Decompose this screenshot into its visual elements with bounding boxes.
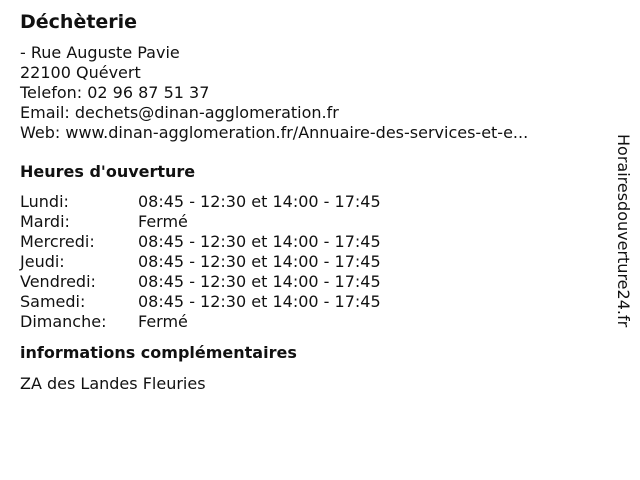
day-label: Jeudi:: [20, 252, 65, 271]
day-label: Mardi:: [20, 212, 70, 231]
hours-value: Fermé: [138, 212, 188, 231]
web-line: Web: www.dinan-agglomeration.fr/Annuaire-des-services-et-e...: [20, 123, 529, 142]
hours-heading: Heures d'ouverture: [20, 162, 196, 181]
hours-value: Fermé: [138, 312, 188, 331]
day-label: Vendredi:: [20, 272, 96, 291]
day-label: Dimanche:: [20, 312, 107, 331]
hours-value: 08:45 - 12:30 et 14:00 - 17:45: [138, 252, 381, 271]
hours-row-samedi: [20, 292, 600, 312]
day-label: Mercredi:: [20, 232, 95, 251]
place-card: [20, 9, 600, 394]
hours-row-dimanche: [20, 312, 600, 332]
day-label: Lundi:: [20, 192, 69, 211]
email-line: Email: dechets@dinan-agglomeration.fr: [20, 103, 339, 122]
hours-value: 08:45 - 12:30 et 14:00 - 17:45: [138, 232, 381, 251]
info-heading: informations complémentaires: [20, 343, 297, 362]
hours-table: [20, 192, 600, 332]
phone-line: Telefon: 02 96 87 51 37: [20, 83, 210, 102]
hours-row-jeudi: [20, 252, 600, 272]
day-label: Samedi:: [20, 292, 86, 311]
hours-row-vendredi: [20, 272, 600, 292]
hours-value: 08:45 - 12:30 et 14:00 - 17:45: [138, 292, 381, 311]
brand-watermark: Horairesdouverture24.fr: [614, 134, 633, 328]
hours-row-lundi: [20, 192, 600, 212]
city-line: 22100 Quévert: [20, 63, 141, 82]
hours-value: 08:45 - 12:30 et 14:00 - 17:45: [138, 192, 381, 211]
hours-row-mercredi: [20, 232, 600, 252]
place-title: Déchèterie: [20, 11, 138, 33]
address-block: [20, 43, 600, 143]
hours-row-mardi: [20, 212, 600, 232]
street-line: - Rue Auguste Pavie: [20, 43, 180, 62]
hours-value: 08:45 - 12:30 et 14:00 - 17:45: [138, 272, 381, 291]
info-text: ZA des Landes Fleuries: [20, 374, 206, 393]
